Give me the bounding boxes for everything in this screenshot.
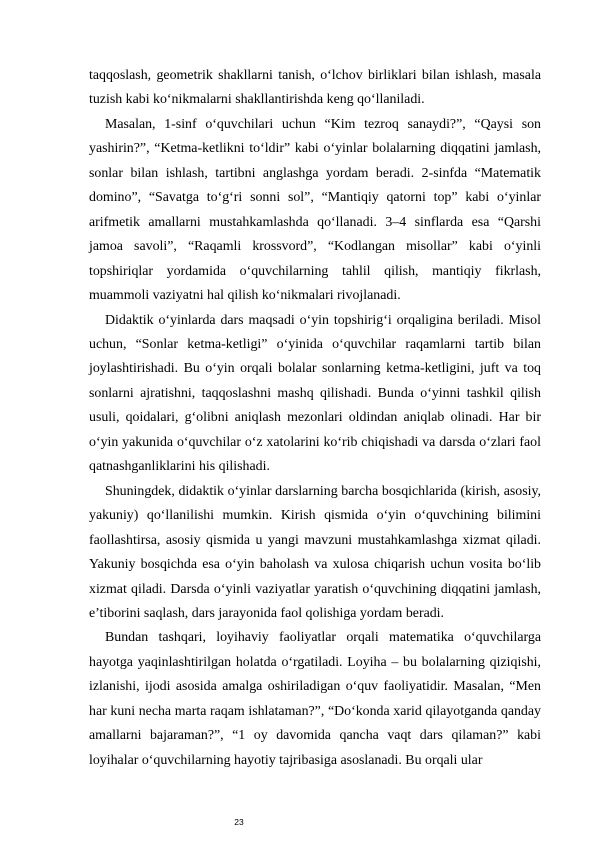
page-number: 23	[234, 817, 244, 827]
paragraph-project-activities: Bundan tashqari, loyihaviy faoliyatlar orqali matematika o‘quvchilarga hayotga yaqinlashtirilgan holatda o‘rgatiladi. Loyiha – bu bolalarning qiziqishi, izlanishi, ijodi asosida amalga oshiriladigan o‘quv faoliyatidir. Masalan, “Men har kuni necha marta raqam ishlataman?”, “Do‘konda xarid qilayotganda qanday amallarni bajaraman?”, “1 oy davomida qancha vaqt dars qilaman?” kabi loyihalar o‘quvchilarning hayotiy tajribasiga asoslanadi. Bu orqali ular	[89, 630, 541, 768]
paragraph-game-examples: Masalan, 1-sinf o‘quvchilari uchun “Kim tezroq sanaydi?”, “Qaysi son yashirin?”, “Ketma-ketlikni to‘ldir” kabi o‘yinlar bolalarning diqqatini jamlash, sonlar bilan ishlash, tartibni anglashga yordam beradi. 2-sinfda “Matematik domino”, “Savatga to‘g‘ri sonni sol”, “Mantiqiy qatorni top” kabi o‘yinlar arifmetik amallarni mustahkamlashda qo‘llanadi. 3–4 sinflarda esa “Qarshi jamoa savoli”, “Raqamli krossvord”, “Kodlangan misollar” kabi o‘yinli topshiriqlar yordamida o‘quvchilarning tahlil qilish, mantiqiy fikrlash, muammoli vaziyatni hal qilish ko‘nikmalari rivojlanadi.	[89, 116, 541, 304]
paragraph-continuation: taqqoslash, geometrik shakllarni tanish, o‘lchov birliklari bilan ishlash, masala tuzish kabi ko‘nikmalarni shakllantirishda keng qo‘llaniladi.	[89, 68, 541, 108]
page-body	[89, 64, 541, 773]
paragraph-lesson-stages: Shuningdek, didaktik o‘yinlar darslarning barcha bosqichlarida (kirish, asosiy, yakuniy) qo‘llanilishi mumkin. Kirish qismida o‘yin o‘quvchining bilimini faollashtirsa, asosiy qismida u yangi mavzuni mustahkamlashga xizmat qiladi. Yakuniy bosqichda esa o‘yin baholash va xulosa chiqarish uchun vosita bo‘lib xizmat qiladi. Darsda o‘yinli vaziyatlar yaratish o‘quvchining diqqatini jamlash, e’tiborini saqlash, dars jarayonida faol qolishiga yordam beradi.	[89, 483, 541, 621]
paragraph-didactic-games: Didaktik o‘yinlarda dars maqsadi o‘yin topshirig‘i orqaligina beriladi. Misol uchun, “Sonlar ketma-ketligi” o‘yinida o‘quvchilar raqamlarni tartib bilan joylashtirishadi. Bu o‘yin orqali bolalar sonlarning ketma-ketligini, juft va toq sonlarni ajratishni, taqqoslashni mashq qilishadi. Bunda o‘yinni tashkil qilish usuli, qoidalari, g‘olibni aniqlash mezonlari oldindan aniqlab olinadi. Har bir o‘yin yakunida o‘quvchilar o‘z xatolarini ko‘rib chiqishadi va darsda o‘zlari faol qatnashganliklarini his qilishadi.	[89, 312, 541, 475]
